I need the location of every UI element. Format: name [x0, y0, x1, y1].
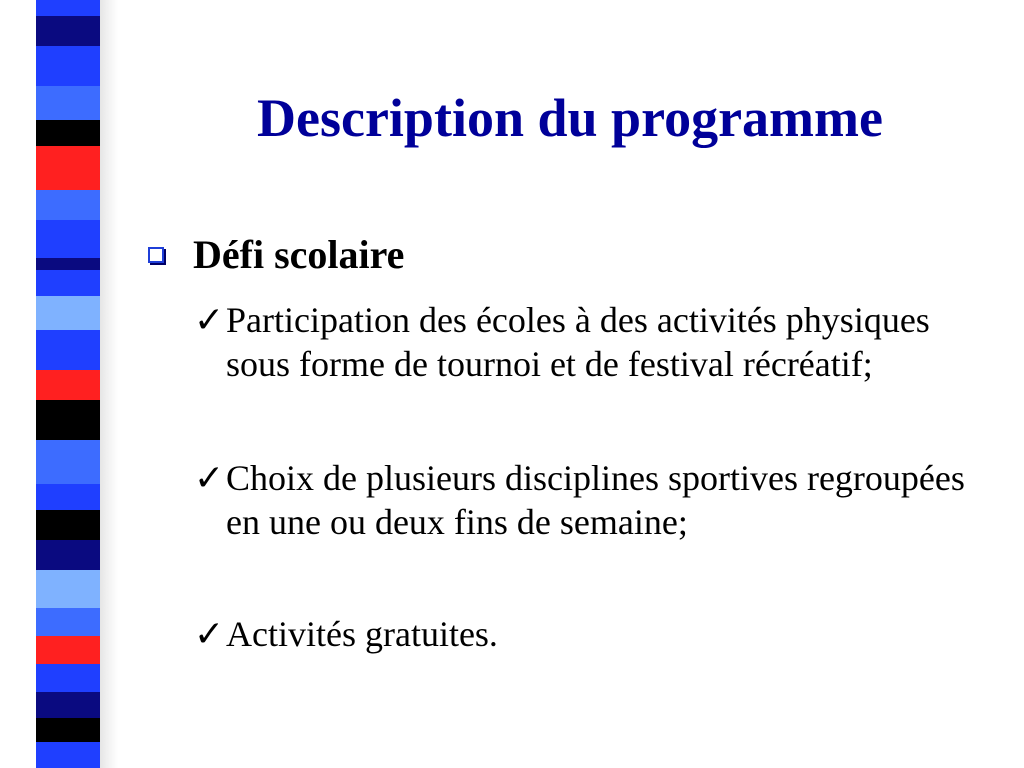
list-item-text: Choix de plusieurs disciplines sportives regroupées en une ou deux fins de semaine; — [226, 458, 965, 542]
checkmark-icon: ✓ — [194, 614, 225, 654]
checkmark-icon: ✓ — [194, 300, 225, 340]
checkmark-icon: ✓ — [194, 458, 225, 498]
list-item — [194, 298, 984, 386]
list-item — [194, 456, 984, 544]
square-bullet-icon — [148, 247, 164, 263]
list-item-text: Participation des écoles à des activités physiques sous forme de tournoi et de festival récréatif; — [226, 300, 930, 384]
list-item — [194, 612, 984, 656]
section-heading: Défi scolaire — [193, 232, 405, 277]
slide-title: Description du programme — [257, 88, 883, 148]
list-item-text: Activités gratuites. — [226, 614, 498, 654]
